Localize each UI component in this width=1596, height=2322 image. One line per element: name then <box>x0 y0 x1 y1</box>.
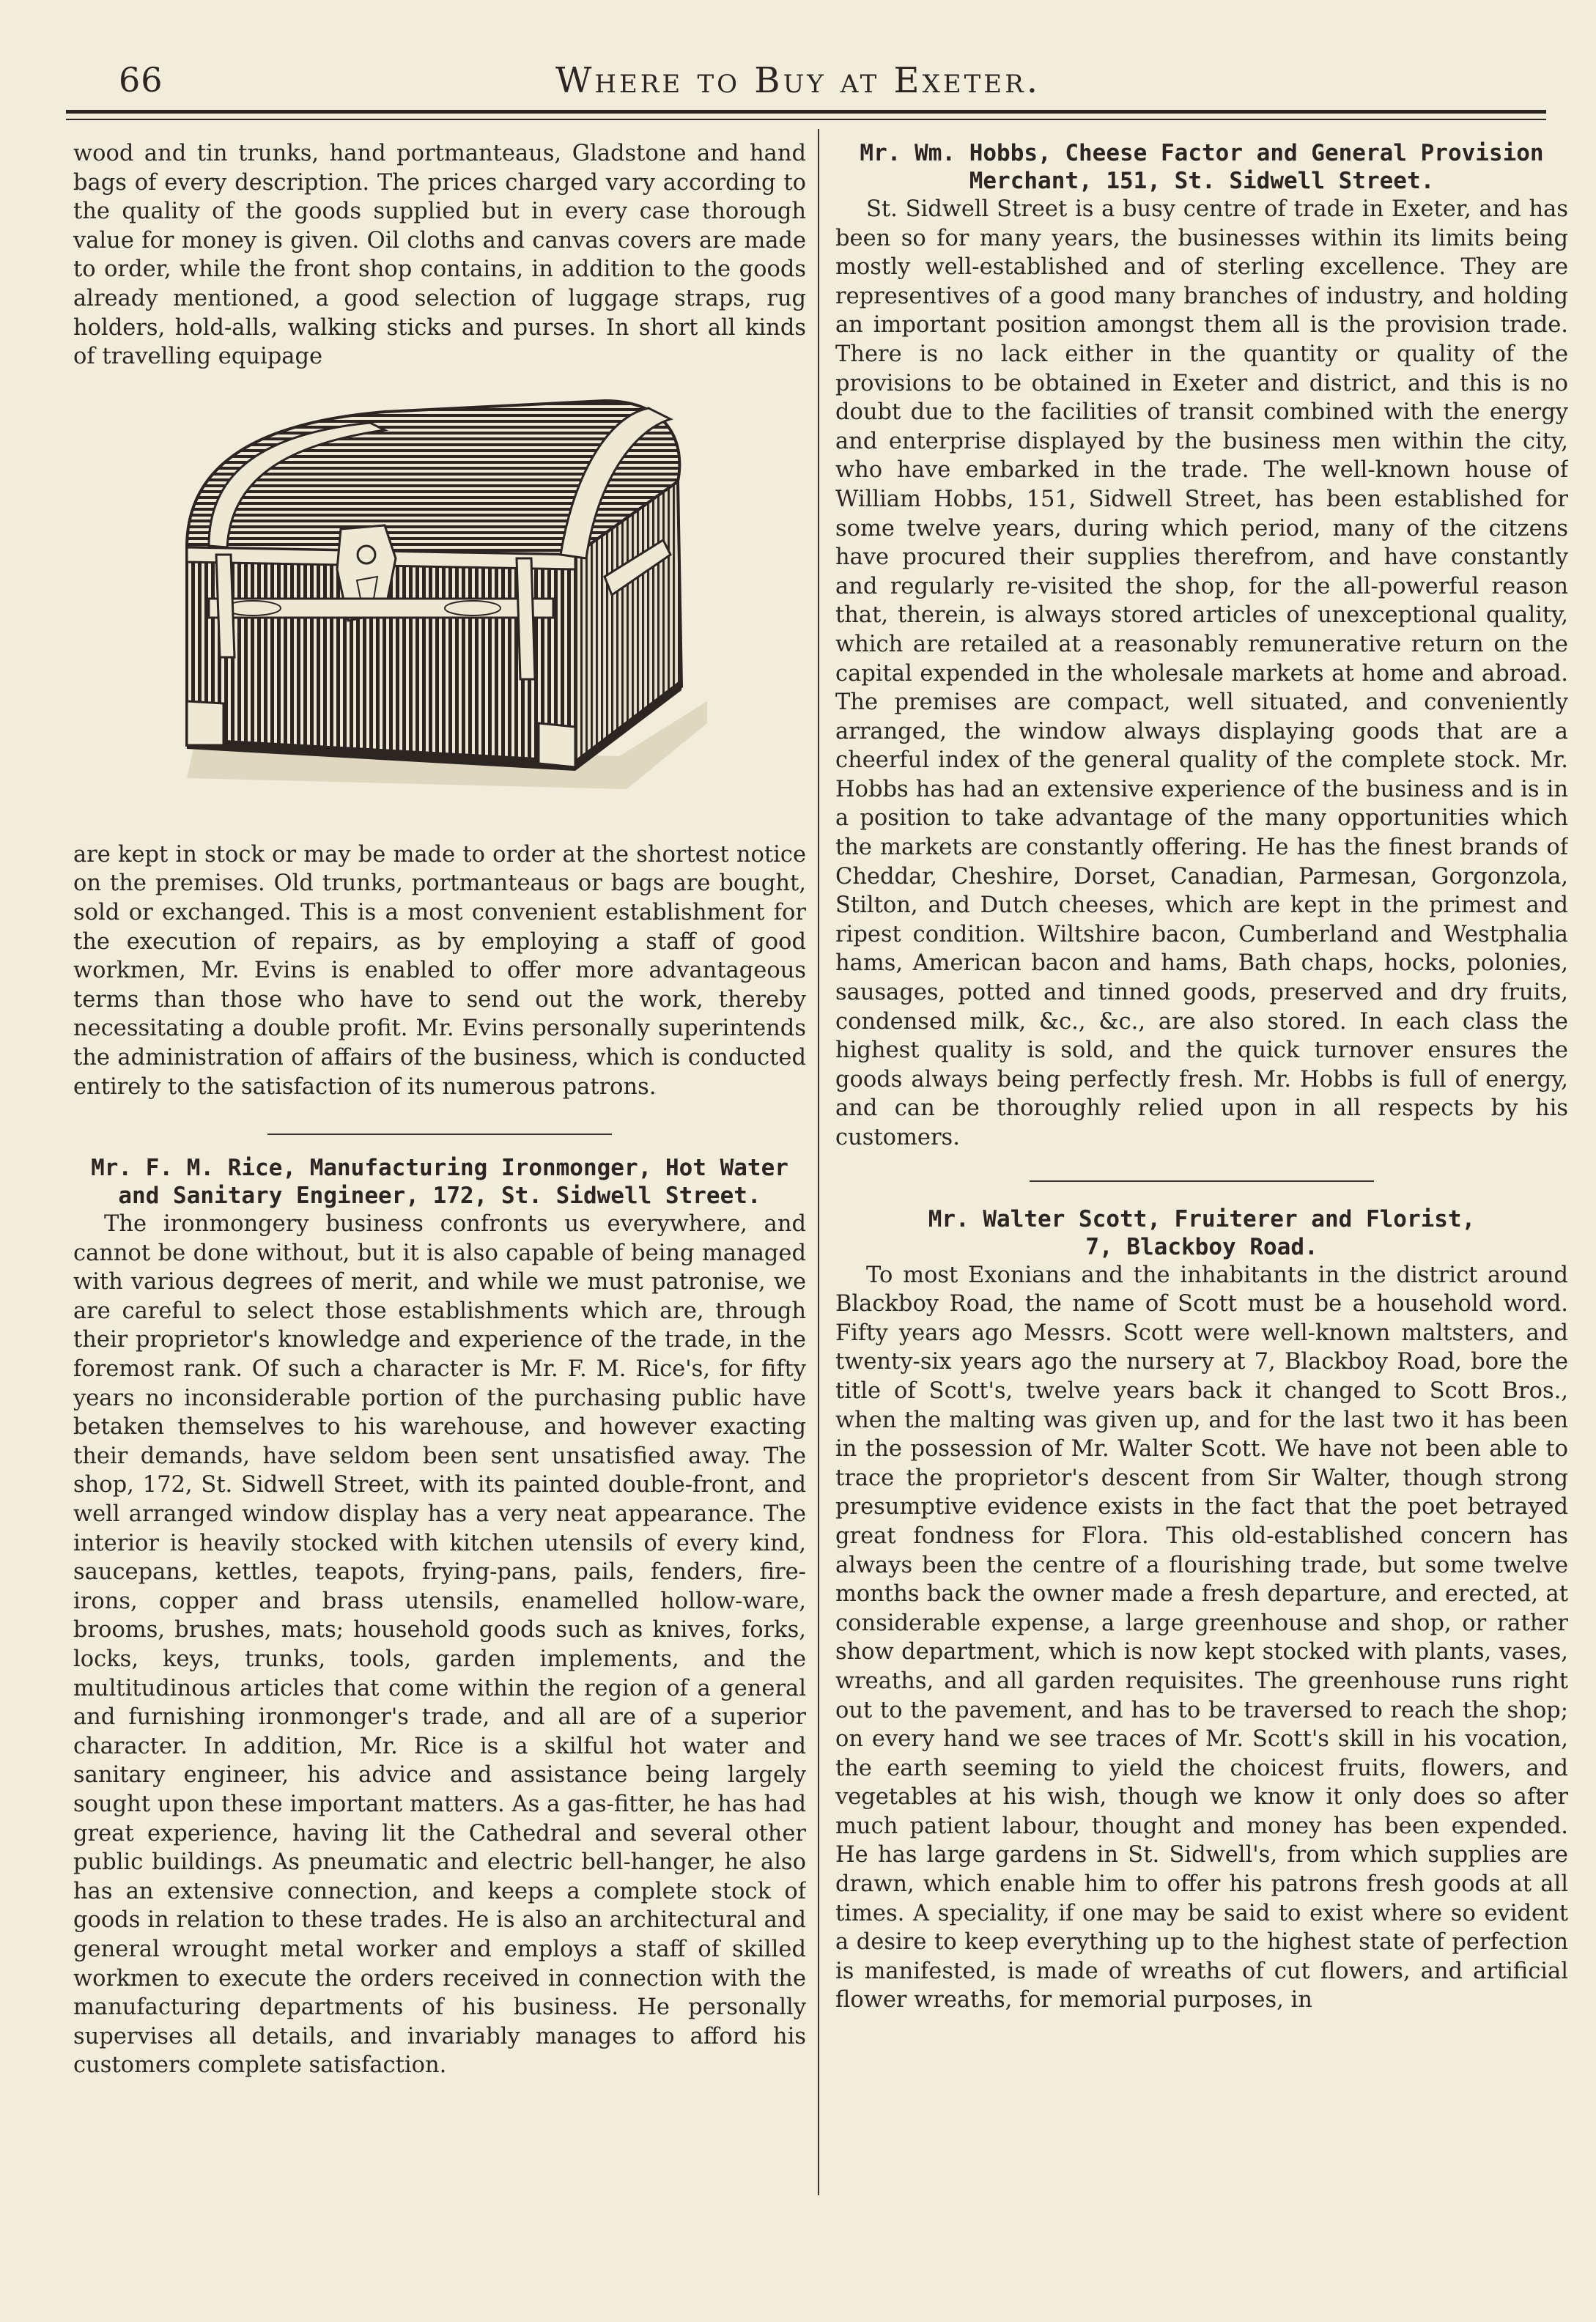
header-rule-thick <box>66 110 1546 114</box>
page-number: 66 <box>119 60 163 100</box>
trunk-engraving <box>165 379 722 826</box>
rice-paragraph: The ironmongery business confronts us everywhere, and cannot be done without, but it is also capable of being managed with various degrees of merit, and while we must patronise, we are careful to select those establishments which are, through their proprietor's knowledge and experience of the trade, in the foremost rank. Of such a character is Mr. F. M. Rice's, for fifty years no inconsiderable portion of the purchasing public have betaken themselves to his warehouse, and however exacting their demands, have seldom been sent unsatisfied away. The shop, 172, St. Sidwell Street, with its painted double-front, and well arranged window display has a very neat appearance. The interior is heavily stocked with kitchen utensils of every kind, saucepans, kettles, teapots, frying-pans, pails, fenders, fire-irons, copper and brass utensils, enamelled hollow-ware, brooms, brushes, mats; household goods such as knives, forks, locks, keys, trunks, tools, garden implements, and the multitudinous articles that come within the region of a general and furnishing ironmonger's trade, and all are of a superior character. In addition, Mr. Rice is a skilful hot water and sanitary engineer, his advice and assistance being largely sought upon these important matters. As a gas-fitter, he has had great experience, having lit the Cathedral and several other public buildings. As pneumatic and electric bell-hanger, he also has an extensive connection, and keeps a complete stock of goods in relation to these trades. He is also an architectural and general wrought metal worker and employs a staff of skilled workmen to execute the orders received in connection with the manufacturing departments of his business. He personally supervises all details, and invariably manages to afford his customers complete satisfaction. <box>73 1211 806 2079</box>
section-separator <box>1030 1180 1374 1182</box>
hobbs-heading-line-2: Merchant, 151, St. Sidwell Street. <box>969 168 1435 194</box>
right-column <box>835 139 1568 2213</box>
hobbs-paragraph: St. Sidwell Street is a busy centre of trade in Exeter, and has been so for many years, the businesses within its limits being mostly well-established and of sterling excellence. They are representives of a good many branches of industry, and holding an important position amongst them all is the provision trade. There is no lack either in the quantity or quality of the provisions to be obtained in Exeter and district, and this is no doubt due to the facilities of transit combined with the energy and enterprise displayed by the business men within the city, who have embarked in the trade. The well-known house of William Hobbs, 151, Sidwell Street, has been established for some twelve years, during which period, many of the citzens have procured their supplies therefrom, and have constantly and regularly re-visited the shop, for the all-powerful reason that, therein, is always stored articles of unexceptional quality, which are retailed at a reasonably remunerative return on the capital expended in the wholesale markets at home and abroad. The premises are compact, well situated, and conveniently arranged, the window always displaying goods that are a cheerful index of the general quality of the complete stock. Mr. Hobbs has had an extensive experience of the business and is in a position to take advantage of the many opportunities which the markets are constantly offering. He has the finest brands of Cheddar, Cheshire, Dorset, Canadian, Parmesan, Gorgonzola, Stilton, and Dutch cheeses, which are kept in the primest and ripest condition. Wiltshire bacon, Cumberland and Westphalia hams, American bacon and hams, Bath chaps, hocks, polonies, sausages, potted and tinned goods, preserved and dry fruits, condensed milk, &c., &c., are also stored. In each class the highest quality is sold, and the quick turnover ensures the goods always being perfectly fresh. Mr. Hobbs is full of energy, and can be thoroughly relied upon in all respects by his customers. <box>835 196 1568 1150</box>
hobbs-heading-line-1: Mr. Wm. Hobbs, Cheese Factor and General Provision <box>860 140 1544 166</box>
scott-paragraph: To most Exonians and the inhabitants in the district around Blackboy Road, the name of Scott must be a household word. Fifty years ago Messrs. Scott were well-known maltsters, and twenty-six years ago the nursery at 7, Blackboy Road, bore the title of Scott's, twelve years back it changed to Scott Bros., when the malting was given up, and for the last two it has been in the possession of Mr. Walter Scott. We have not been able to trace the proprietor's descent from Sir Walter, though strong presumptive evidence exists in the fact that the poet betrayed great fondness for Flora. This old-established concern has always been the centre of a flourishing trade, but some twelve months back the owner made a fresh departure, and erected, at considerable expense, a large greenhouse and shop, or rather show department, which is now kept stocked with plants, vases, wreaths, and all garden requisites. The greenhouse runs right out to the pavement, and has to be traversed to reach the shop; on every hand we see traces of Mr. Scott's skill in his vocation, the earth seeming to yield the choicest fruits, flowers, and vegetables at his wish, though we know it only does so after much patient labour, thought and money has been expended. He has large gardens in St. Sidwell's, from which supplies are drawn, which enable him to offer his patrons fresh goods at all times. A speciality, if one may be said to exist where so evident a desire to keep everything up to the highest state of perfection is manifested, is made of wreaths of cut flowers, and artificial flower wreaths, for memorial purposes, in <box>835 1262 1568 2014</box>
scott-heading-line-1: Mr. Walter Scott, Fruiterer and Florist, <box>928 1205 1476 1232</box>
scott-heading-line-2: 7, Blackboy Road. <box>1085 1233 1318 1260</box>
rice-heading-line-2: and Sanitary Engineer, 172, St. Sidwell Street. <box>118 1183 761 1210</box>
rice-heading-line-1: Mr. F. M. Rice, Manufacturing Ironmonger, Hot Water <box>91 1155 788 1182</box>
left-column <box>73 139 806 2213</box>
header-rule-thin <box>66 119 1546 120</box>
trunk-illustration <box>73 371 806 840</box>
column-divider <box>818 129 819 2195</box>
section-separator <box>267 1134 612 1135</box>
evins-closing-paragraph: are kept in stock or may be made to order at the shortest notice on the premises. Old trunks, portmanteaus or bags are bought, sold or exchanged. This is a most convenient establishment for the execution of repairs, as by employing a staff of good workmen, Mr. Evins is enabled to offer more advantageous terms than those who have to send out the work, thereby necessitating a double profit. Mr. Evins personally superintends the administration of affairs of the business, which is conducted entirely to the satisfaction of its numerous patrons. <box>73 841 806 1100</box>
running-title: Where to Buy at Exeter. <box>555 60 1041 101</box>
evins-continuation-paragraph: wood and tin trunks, hand portmanteaus, Gladstone and hand bags of every description. The prices charged vary according to the quality of the goods supplied but in every case thorough value for money is given. Oil cloths and canvas covers are made to order, while the front shop contains, in addition to the goods already mentioned, a good selection of luggage straps, rug holders, hold-alls, walking sticks and purses. In short all kinds of travelling equipage <box>73 141 806 370</box>
